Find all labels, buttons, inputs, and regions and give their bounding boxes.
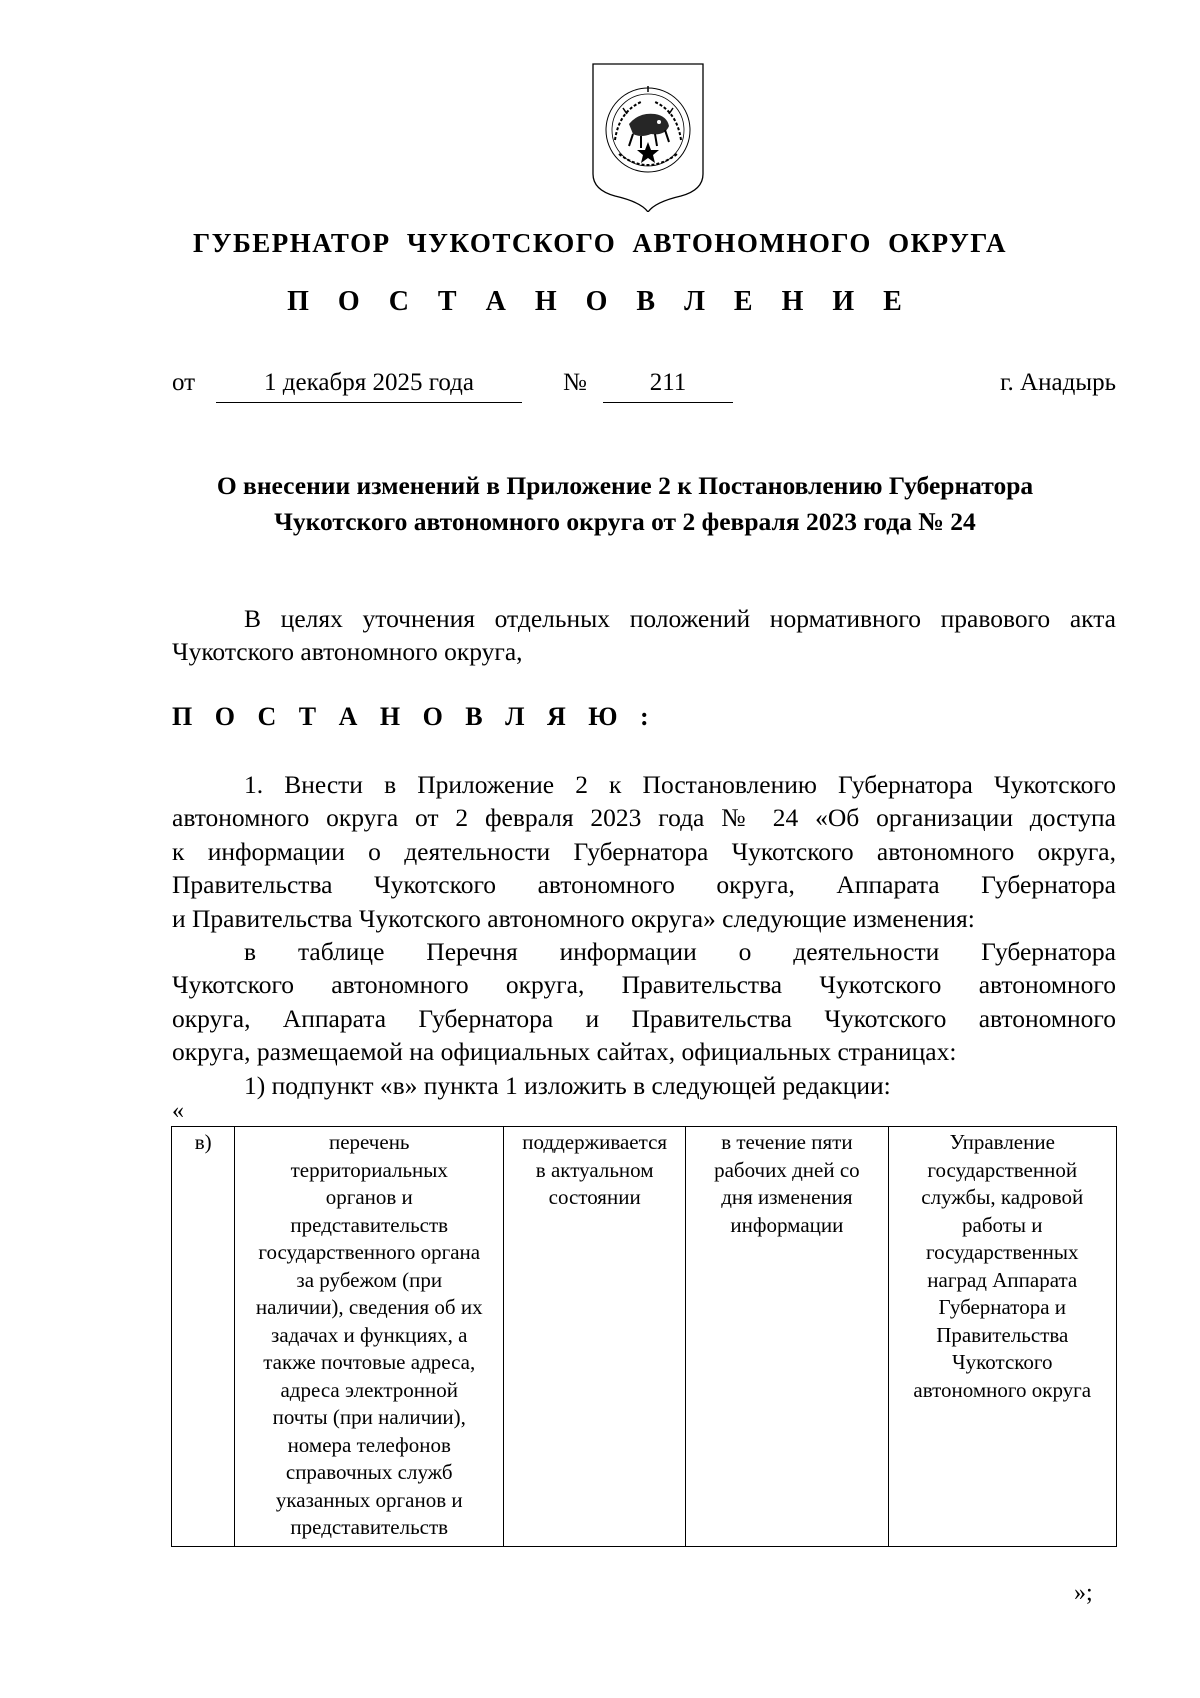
preamble-line: В целях уточнения отдельных положений нормативного правового акта: [244, 604, 1116, 633]
preamble-line: Чукотского автономного округа,: [172, 637, 523, 667]
table-cell-maintenance: [504, 1127, 686, 1547]
cell-text: в течение пяти: [721, 1130, 853, 1154]
item-line: Правительства Чукотского автономного округа, Аппарата Губернатора: [172, 870, 1116, 900]
cell-text: службы, кадровой: [921, 1185, 1084, 1209]
cell-text: государственного органа: [258, 1240, 481, 1264]
cell-text: в актуальном: [535, 1157, 654, 1182]
item-line: 1) подпункт «в» пункта 1 изложить в следующей редакции:: [244, 1070, 891, 1100]
cell-text: Чукотского: [952, 1350, 1053, 1374]
item-line: автономного округа от 2 февраля 2023 года № 24 «Об организации доступа: [172, 803, 1116, 833]
cell-text: справочных служб: [285, 1460, 453, 1484]
item-line: округа, Аппарата Губернатора и Правительства Чукотского автономного: [172, 1003, 1116, 1033]
item-line: и Правительства Чукотского автономного округа» следующие изменения:: [172, 903, 975, 933]
item-line: Чукотского автономного округа, Правительства Чукотского автономного: [172, 970, 1116, 1000]
amendment-table: [171, 1126, 1117, 1547]
cell-text: рабочих дней со: [714, 1157, 860, 1182]
subject-line: О внесении изменений в Приложение 2 к Постановлению Губернатора: [216, 471, 1034, 500]
table-cell-responsible: [888, 1127, 1116, 1547]
document-subject: [150, 468, 1100, 540]
number-label: №: [563, 369, 587, 396]
cell-text: Управление: [949, 1130, 1055, 1154]
table-cell-description: [235, 1127, 504, 1547]
item-line: в таблице Перечня информации о деятельности Губернатора: [244, 936, 1116, 966]
cell-text: за рубежом (при: [296, 1267, 443, 1292]
cell-text: в): [194, 1130, 212, 1154]
decree-heading: П О С Т А Н О В Л Я Ю :: [172, 702, 657, 731]
cell-text: территориальных: [290, 1157, 448, 1182]
item-line: 1. Внести в Приложение 2 к Постановлению Губернатора Чукотского: [244, 770, 1116, 799]
coat-of-arms-icon: [589, 62, 707, 212]
item-1: [172, 768, 1116, 1102]
cell-text: указанных органов и: [275, 1487, 463, 1512]
cell-text: государственных: [925, 1240, 1079, 1264]
table-cell-letter: [172, 1127, 235, 1547]
cell-text: адреса электронной: [280, 1377, 458, 1402]
opening-quote: «: [172, 1098, 184, 1124]
cell-text: органов и: [325, 1185, 413, 1209]
document-number: 211: [603, 368, 733, 398]
cell-text: информации: [730, 1212, 844, 1237]
cell-text: состоянии: [548, 1185, 641, 1209]
cell-text: Правительства: [936, 1322, 1069, 1347]
cell-text: Губернатора и: [938, 1295, 1067, 1319]
cell-text: почты (при наличии),: [272, 1405, 466, 1429]
subject-line: Чукотского автономного округа от 2 февраля 2023 года № 24: [274, 507, 976, 536]
document-city: г. Анадырь: [1000, 369, 1116, 396]
cell-text: наград Аппарата: [927, 1267, 1078, 1292]
cell-text: государственной: [927, 1157, 1078, 1182]
document-date: 1 декабря 2025 года: [216, 368, 522, 398]
date-prefix: от: [172, 369, 196, 396]
table-cell-deadline: [686, 1127, 888, 1547]
cell-text: наличии), сведения об их: [255, 1295, 483, 1319]
cell-text: представительств: [290, 1212, 449, 1237]
cell-text: работы и: [962, 1212, 1043, 1237]
cell-text: перечень: [328, 1130, 410, 1154]
cell-text: задачах и функциях, а: [271, 1322, 468, 1347]
table-row: [172, 1127, 1117, 1547]
item-line: округа, размещаемой на официальных сайтах, официальных страницах:: [172, 1037, 957, 1067]
cell-text: автономного округа: [913, 1377, 1092, 1402]
cell-text: также почтовые адреса,: [263, 1350, 476, 1374]
item-line: к информации о деятельности Губернатора Чукотского автономного округа,: [172, 836, 1116, 866]
cell-text: номера телефонов: [287, 1432, 451, 1457]
cell-text: поддерживается: [522, 1130, 668, 1154]
cell-text: дня изменения: [721, 1185, 853, 1209]
preamble: [172, 602, 1116, 669]
closing-quote: »;: [1074, 1580, 1093, 1606]
document-type: П О С Т А Н О В Л Е Н И Е: [287, 286, 913, 317]
issuing-authority: ГУБЕРНАТОР ЧУКОТСКОГО АВТОНОМНОГО ОКРУГА: [192, 228, 1008, 258]
cell-text: представительств: [290, 1515, 449, 1539]
